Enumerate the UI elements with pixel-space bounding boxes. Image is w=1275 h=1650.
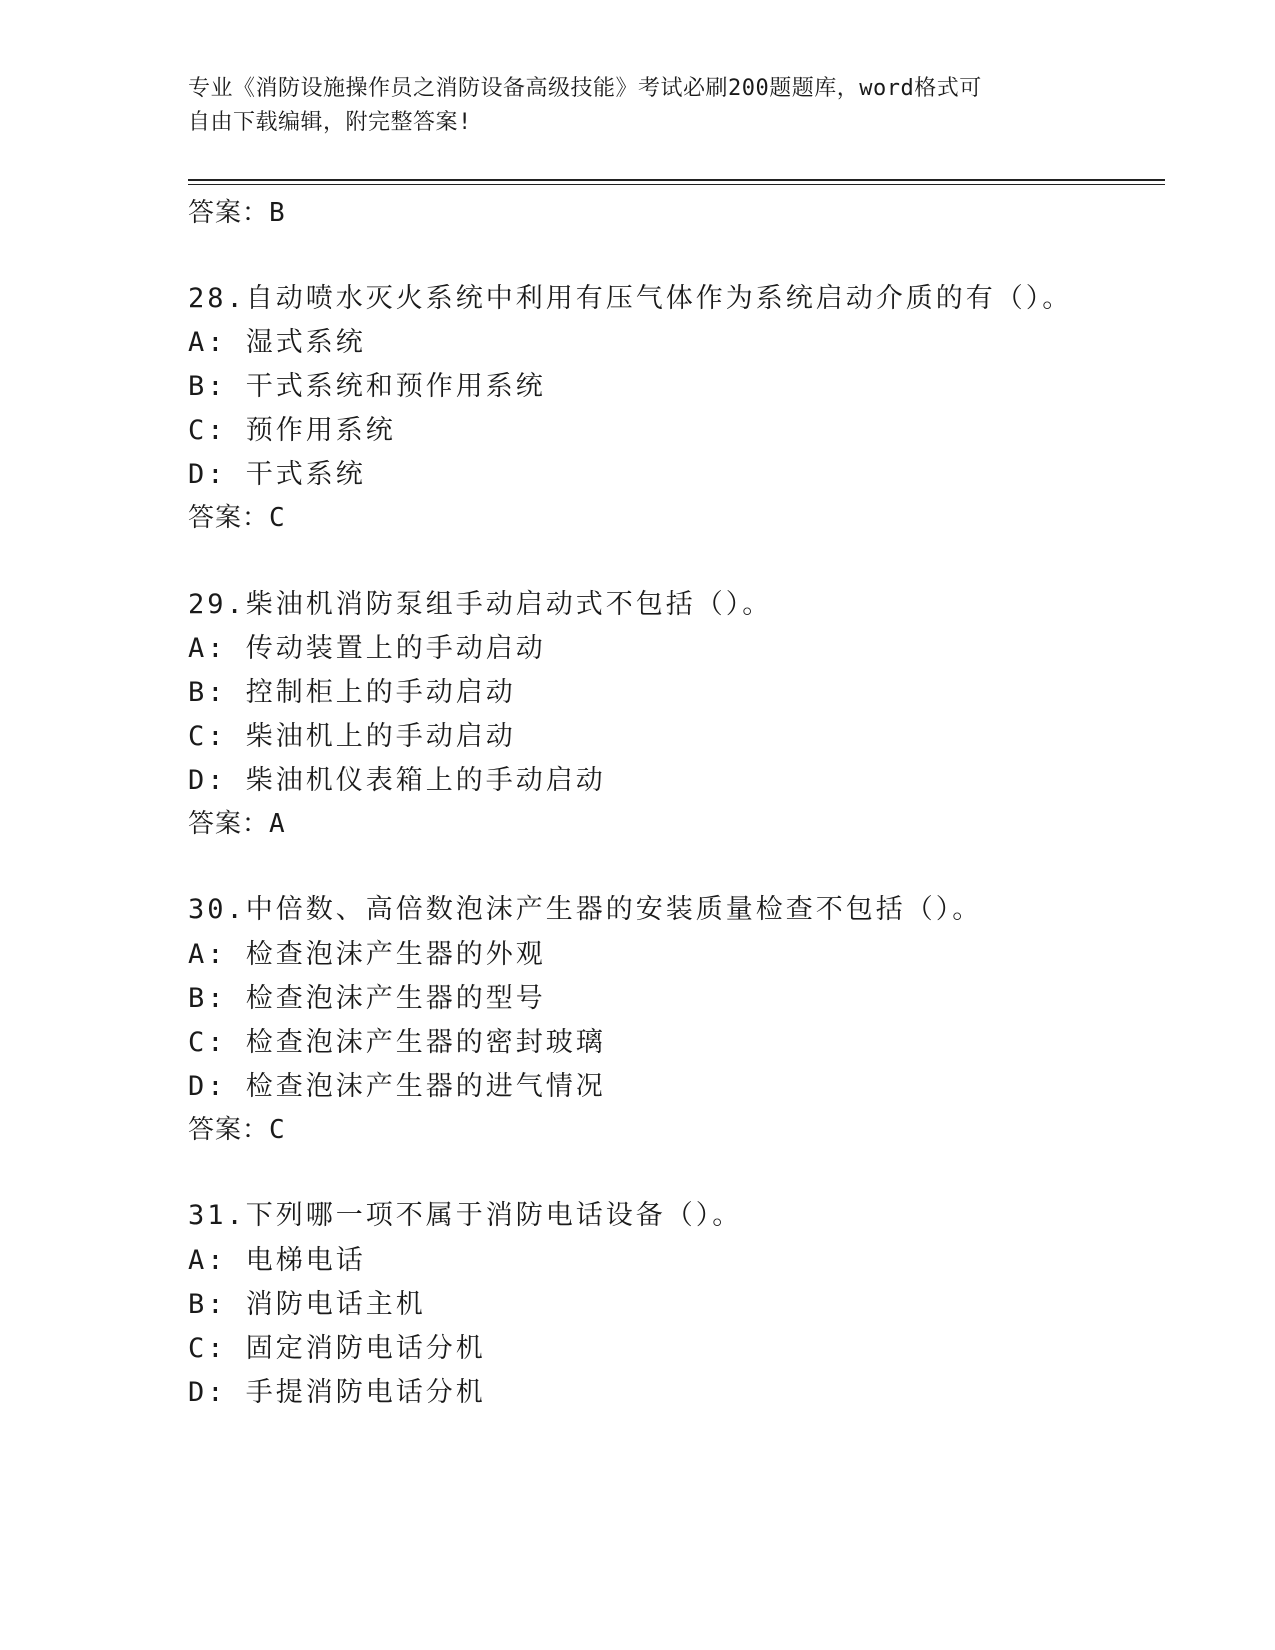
answer-label: 答案： xyxy=(188,198,270,228)
question-text: 28.自动喷水灭火系统中利用有压气体作为系统启动介质的有（）。 xyxy=(188,283,1073,314)
question-text: 30.中倍数、高倍数泡沫产生器的安装质量检查不包括（）。 xyxy=(188,894,983,925)
header-line-1: 专业《消防设施操作员之消防设备高级技能》考试必刷200题题库，word格式可 xyxy=(188,76,982,101)
option-a: A: 检查泡沫产生器的外观 xyxy=(188,939,546,970)
header-divider-thick xyxy=(188,179,1165,181)
header-divider-thin xyxy=(188,184,1165,185)
answer-line xyxy=(188,803,286,840)
document-header xyxy=(188,72,1088,140)
option-b: B: 消防电话主机 xyxy=(188,1289,426,1320)
answer-value: B xyxy=(269,198,286,228)
answer-label: 答案： xyxy=(188,1115,270,1145)
option-c: C: 预作用系统 xyxy=(188,415,396,446)
option-d: D: 干式系统 xyxy=(188,459,366,490)
answer-value: A xyxy=(269,809,286,839)
option-c: C: 固定消防电话分机 xyxy=(188,1333,486,1364)
option-c: C: 检查泡沫产生器的密封玻璃 xyxy=(188,1027,606,1058)
answer-value: C xyxy=(269,1115,286,1145)
option-c: C: 柴油机上的手动启动 xyxy=(188,721,516,752)
answer-label: 答案： xyxy=(188,503,270,533)
option-b: B: 检查泡沫产生器的型号 xyxy=(188,983,546,1014)
answer-line xyxy=(188,192,286,229)
answer-line xyxy=(188,497,286,534)
option-d: D: 柴油机仪表箱上的手动启动 xyxy=(188,765,606,796)
option-d: D: 手提消防电话分机 xyxy=(188,1377,486,1408)
option-b: B: 干式系统和预作用系统 xyxy=(188,371,546,402)
option-a: A: 传动装置上的手动启动 xyxy=(188,633,546,664)
header-line-2: 自由下载编辑，附完整答案! xyxy=(188,110,472,135)
question-text: 29.柴油机消防泵组手动启动式不包括（）。 xyxy=(188,589,773,620)
answer-label: 答案： xyxy=(188,809,270,839)
option-a: A: 电梯电话 xyxy=(188,1245,366,1276)
question-text: 31.下列哪一项不属于消防电话设备（）。 xyxy=(188,1200,743,1231)
answer-line xyxy=(188,1109,286,1146)
option-b: B: 控制柜上的手动启动 xyxy=(188,677,516,708)
option-d: D: 检查泡沫产生器的进气情况 xyxy=(188,1071,606,1102)
answer-value: C xyxy=(269,503,286,533)
option-a: A: 湿式系统 xyxy=(188,327,366,358)
